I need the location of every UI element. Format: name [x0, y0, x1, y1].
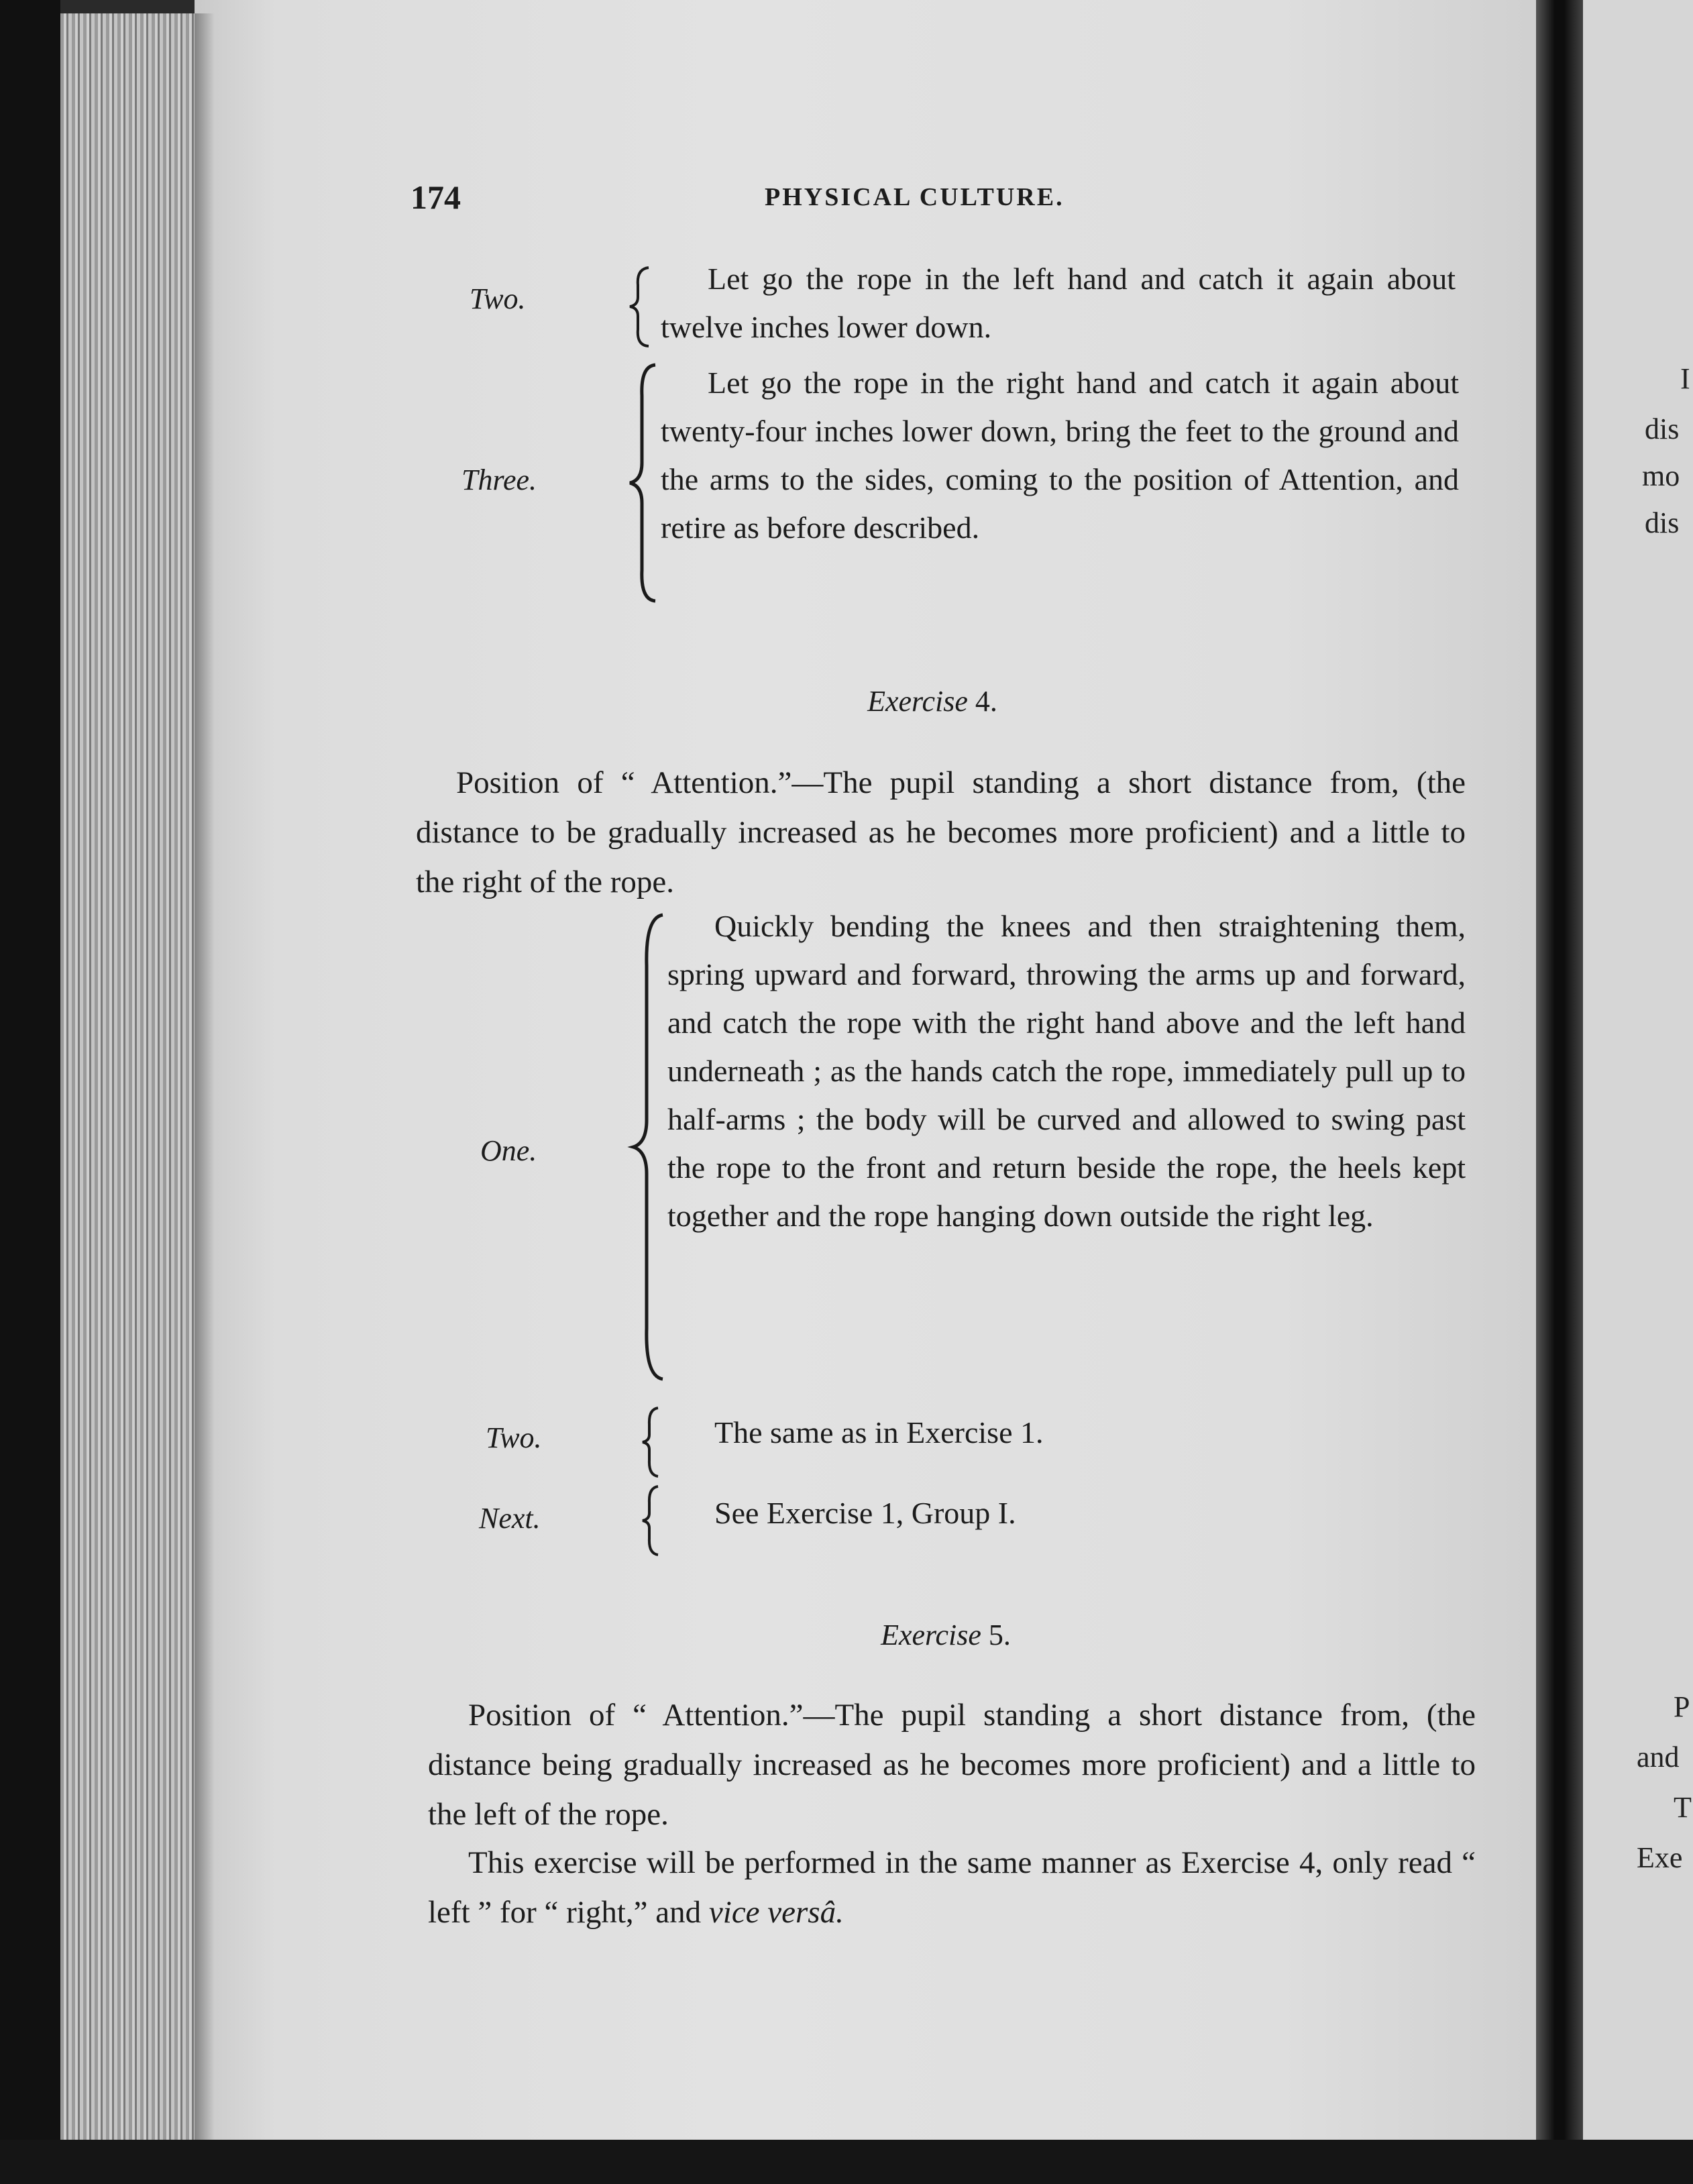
book-gutter [1536, 0, 1583, 2184]
facing-page-text: dis [1645, 506, 1680, 539]
facing-page-text: I [1680, 362, 1690, 395]
exercise-number: 5. [988, 1619, 1011, 1651]
step-label-one: One. [480, 1134, 537, 1167]
step-text-three: Let go the rope in the right hand and catch it again about twenty-four inches lower down, bring the feet to the ground and the arms to the sides, coming to the position of Attention, and retire as before described. [661, 366, 1459, 545]
step-text-next: See Exercise 1, Group I. [714, 1496, 1016, 1530]
book-page-edges [60, 13, 195, 2153]
exercise-5-body-text: This exercise will be performed in the same manner as Exercise 4, only read “ left ” for “ right,” and [428, 1845, 1476, 1930]
facing-page-text: mo [1642, 459, 1680, 492]
facing-page-text: dis [1645, 413, 1680, 445]
exercise-4-heading [791, 684, 1073, 718]
step-text-two: Let go the rope in the left hand and catch it again about twelve inches lower down. [661, 262, 1456, 344]
scan-border-left [0, 0, 60, 2184]
scan-border-bottom [0, 2140, 1693, 2184]
exercise-5-heading [805, 1618, 1087, 1652]
exercise-word: Exercise [881, 1619, 981, 1651]
exercise-word: Exercise [867, 685, 968, 718]
step-label-two-b: Two. [486, 1421, 542, 1454]
brace-icon [627, 265, 654, 349]
page-edge-shadow [195, 13, 215, 2153]
exercise-5-intro: Position of “ Attention.”—The pupil standing a short distance from, (the distance being gradually increased as he becomes more proficient) and a little to the left of the rope. [428, 1698, 1476, 1832]
facing-page-text: and [1637, 1741, 1680, 1773]
step-label-two: Two. [470, 282, 526, 315]
step-label-three: Three. [461, 463, 537, 496]
exercise-5-body [428, 1838, 1476, 1937]
facing-page-text: Exe [1637, 1841, 1683, 1874]
facing-page-text: T [1674, 1791, 1692, 1824]
brace-icon [627, 362, 661, 604]
running-title: PHYSICAL CULTURE. [765, 183, 1064, 211]
brace-icon [631, 912, 667, 1382]
step-text-one: Quickly bending the knees and then straightening them, spring upward and forward, throwing the arms up and forward, and catch the rope with the right hand above and the left hand underneath ; as the hands catch the rope, immediately pull up to half-arms ; the body will be curved and allowed to swing past the rope to the front and return beside the rope, the heels kept together and the rope hanging down outside the right leg. [667, 909, 1466, 1233]
step-label-next: Next. [479, 1502, 541, 1535]
page-number: 174 [411, 178, 461, 216]
exercise-number: 4. [975, 685, 997, 718]
exercise-4-intro: Position of “ Attention.”—The pupil standing a short distance from, (the distance to be gradually increased as he becomes more proficient) and a little to the right of the rope. [416, 765, 1466, 899]
step-text-two-b: The same as in Exercise 1. [714, 1415, 1044, 1450]
brace-icon [641, 1405, 661, 1479]
facing-page-text: P [1674, 1690, 1690, 1723]
brace-icon [641, 1484, 661, 1558]
exercise-5-body-italic: vice versâ. [708, 1895, 844, 1930]
